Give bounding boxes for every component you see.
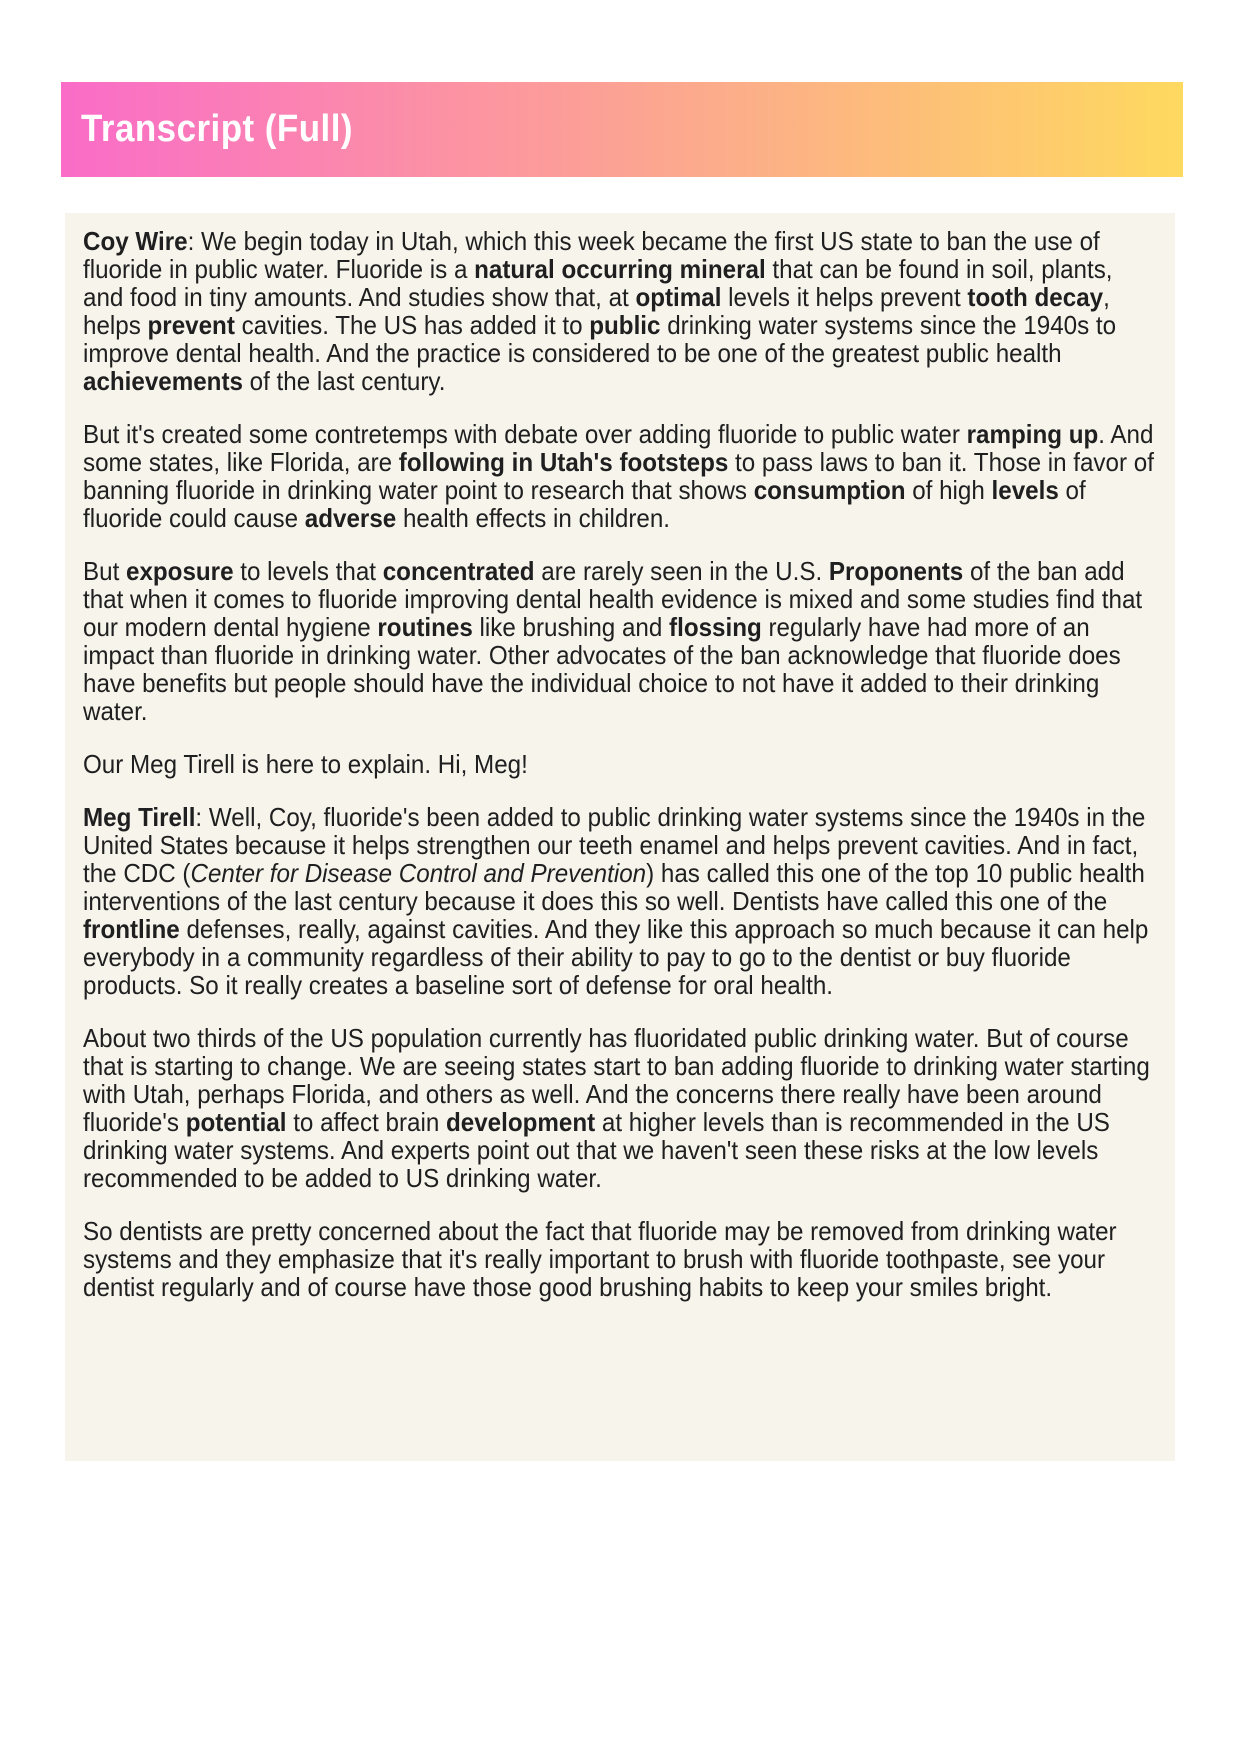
- bold-text: following in Utah's footsteps: [398, 447, 729, 477]
- bold-text: public: [589, 310, 661, 340]
- bold-text: frontline: [83, 914, 180, 944]
- bold-text: exposure: [126, 556, 234, 586]
- text-segment: to levels that: [233, 556, 383, 586]
- text-segment: to affect brain: [286, 1107, 447, 1137]
- bold-text: ramping up: [966, 419, 1099, 449]
- bold-text: Proponents: [828, 556, 964, 586]
- text-segment: , helps: [83, 282, 1110, 340]
- text-segment: regularly have had more of an impact than fluoride in drinking water. Other advocates of the ban acknowledge that fluoride does have benefits but people should have the individual choice to not have it added to their drinking water.: [83, 612, 1121, 726]
- bold-text: Coy Wire: [83, 226, 188, 256]
- transcript-paragraph: [83, 420, 1157, 532]
- transcript-paragraph: [83, 750, 1157, 778]
- transcript-paragraph: [83, 1024, 1157, 1192]
- transcript-paragraph: [83, 803, 1157, 999]
- text-segment: at higher levels than is recommended in the US drinking water systems. And experts point out that we haven't seen these risks at the low levels recommended to be added to US drinking water.: [83, 1107, 1110, 1193]
- bold-text: levels: [991, 475, 1059, 505]
- bold-text: adverse: [304, 503, 397, 533]
- text-segment: But: [83, 556, 127, 586]
- bold-text: Meg Tirell: [83, 802, 196, 832]
- transcript-header-banner: [61, 82, 1183, 177]
- text-segment: : We begin today in Utah, which this week became the first US state to ban the use of fluoride in public water. Fluoride is a: [83, 226, 1100, 284]
- text-segment: Our Meg Tirell is here to explain. Hi, Meg!: [83, 749, 528, 779]
- italic-text: Center for Disease Control and Prevention: [190, 858, 647, 888]
- text-segment: of the ban add that when it comes to fluoride improving dental health evidence is mixed and some studies find that our modern dental hygiene: [83, 556, 1143, 642]
- text-segment: levels it helps prevent: [721, 282, 968, 312]
- bold-text: routines: [377, 612, 473, 642]
- text-segment: are rarely seen in the U.S.: [534, 556, 829, 586]
- text-segment: that can be found in soil, plants, and food in tiny amounts. And studies show that, at: [83, 254, 1113, 312]
- bold-text: optimal: [635, 282, 722, 312]
- transcript-paragraph: [83, 1217, 1157, 1301]
- bold-text: flossing: [669, 612, 762, 642]
- text-segment: cavities. The US has added it to: [234, 310, 590, 340]
- text-segment: of high: [905, 475, 992, 505]
- bold-text: natural occurring mineral: [474, 254, 766, 284]
- text-segment: like brushing and: [472, 612, 670, 642]
- bold-text: prevent: [147, 310, 235, 340]
- page-title: Transcript (Full): [81, 108, 353, 150]
- bold-text: achievements: [83, 366, 243, 396]
- text-segment: of the last century.: [242, 366, 446, 396]
- text-segment: health effects in children.: [396, 503, 670, 533]
- bold-text: tooth decay: [967, 282, 1104, 312]
- transcript-body: [83, 227, 1157, 1301]
- text-segment: ) has called this one of the top 10 public health interventions of the last century because it does this so well. Dentists have called this one of the: [83, 858, 1145, 916]
- text-segment: . And some states, like Florida, are: [83, 419, 1154, 477]
- text-segment: About two thirds of the US population currently has fluoridated public drinking water. But of course that is starting to change. We are seeing states start to ban adding fluoride to drinking water starting with Utah, perhaps Florida, and others as well. And the concerns there really have been around fluoride's: [83, 1023, 1150, 1137]
- transcript-paragraph: [83, 227, 1157, 395]
- transcript-panel: [65, 213, 1175, 1461]
- text-segment: of fluoride could cause: [83, 475, 1086, 533]
- text-segment: So dentists are pretty concerned about the fact that fluoride may be removed from drinking water systems and they emphasize that it's really important to brush with fluoride toothpaste, see your dentist regularly and of course have those good brushing habits to keep your smiles bright.: [83, 1216, 1117, 1302]
- text-segment: drinking water systems since the 1940s to improve dental health. And the practice is considered to be one of the greatest public health: [83, 310, 1117, 368]
- text-segment: But it's created some contretemps with debate over adding fluoride to public water: [83, 419, 967, 449]
- text-segment: defenses, really, against cavities. And they like this approach so much because it can help everybody in a community regardless of their ability to pay to go to the dentist or buy fluoride products. So it really creates a baseline sort of defense for oral health.: [83, 914, 1149, 1000]
- text-segment: : Well, Coy, fluoride's been added to public drinking water systems since the 1940s in the United States because it helps strengthen our teeth enamel and helps prevent cavities. And in fact, the CDC (: [83, 802, 1146, 888]
- bold-text: development: [446, 1107, 596, 1137]
- bold-text: concentrated: [382, 556, 535, 586]
- transcript-paragraph: [83, 557, 1157, 725]
- bold-text: potential: [185, 1107, 287, 1137]
- text-segment: to pass laws to ban it. Those in favor of banning fluoride in drinking water point to research that shows: [83, 447, 1154, 505]
- bold-text: consumption: [753, 475, 906, 505]
